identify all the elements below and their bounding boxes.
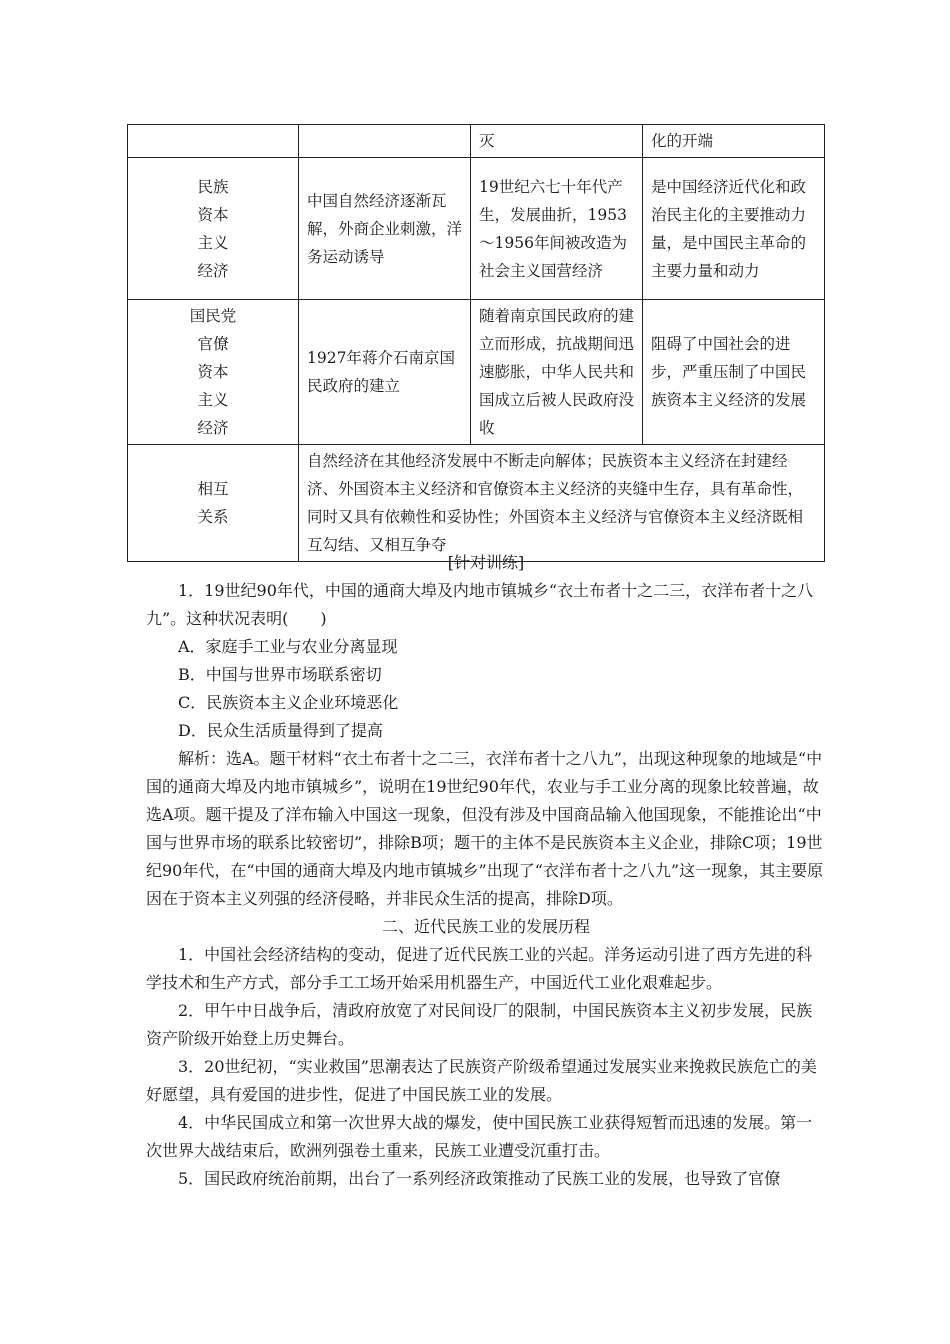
table-cell: 1927年蒋介石南京国民政府的建立	[299, 300, 471, 445]
row-header-line: 主义	[197, 391, 229, 409]
option-a: A．家庭手工业与农业分离显现	[178, 637, 398, 656]
question-text: 1．19世纪90年代，中国的通商大埠及内地市镇城乡“衣土布者十之二三，衣洋布者十之八九”。这种状况表明( )	[146, 581, 814, 628]
row-header-cell	[128, 445, 299, 562]
paragraph: 5．国民政府统治前期，出台了一系列经济政策推动了民族工业的发展，也导致了官僚	[178, 1169, 781, 1188]
table-cell: 随着南京国民政府的建立而形成，抗战期间迅速膨胀，中华人民共和国成立后被人民政府没收	[471, 300, 643, 445]
table-cell: 是中国经济近代化和政治民主化的主要推动力量，是中国民主革命的主要力量和动力	[643, 158, 825, 300]
option-c: C．民族资本主义企业环境恶化	[178, 693, 399, 712]
row-header-line: 资本	[197, 205, 229, 224]
row-header-line: 经济	[197, 419, 229, 437]
table-cell: 中国自然经济逐渐瓦解，外商企业刺激，洋务运动诱导	[299, 158, 471, 300]
paragraph: 2．甲午中日战争后，清政府放宽了对民间设厂的限制，中国民族资本主义初步发展，民族资产阶级开始登上历史舞台。	[146, 1001, 813, 1048]
table-row	[128, 445, 825, 562]
table-cell	[299, 125, 471, 158]
paragraph: 1．中国社会经济结构的变动，促进了近代民族工业的兴起。洋务运动引进了西方先进的科学技术和生产方式，部分手工工场开始采用机器生产，中国近代工业化艰难起步。	[146, 945, 813, 992]
body-text	[146, 549, 826, 1193]
relation-text-cell: 自然经济在其他经济发展中不断走向解体；民族资本主义经济在封建经济、外国资本主义经济和官僚资本主义经济的夹缝中生存，具有革命性，同时又具有依赖性和妥协性；外国资本主义经济与官僚资本主义经济既相互勾结、又相互争夺	[299, 445, 825, 562]
row-header-line: 主义	[197, 233, 229, 252]
row-header-line: 官僚	[197, 335, 229, 353]
analysis-text: 解析：选A。题干材料“衣土布者十之二三，衣洋布者十之八九”，出现这种现象的地域是“中国的通商大埠及内地市镇城乡”，说明在19世纪90年代，农业与手工业分离的现象比较普遍，故选A项。题干提及了洋布输入中国这一现象，但没有涉及中国商品输入他国现象，不能推论出“中国与世界市场的联系比较密切”，排除B项；题干的主体不是民族资本主义企业，排除C项；19世纪90年代，在“中国的通商大埠及内地市镇城乡”出现了“衣洋布者十之八九”这一现象，其主要原因在于资本主义列强的经济侵略，并非民众生活的提高，排除D项。	[146, 749, 824, 908]
row-header-cell	[128, 158, 299, 300]
row-header-line: 国民党	[189, 307, 237, 325]
row-header-line: 资本	[197, 363, 229, 381]
option-d: D．民众生活质量得到了提高	[178, 721, 383, 740]
table-row	[128, 300, 825, 445]
table-cell: 阻碍了中国社会的进步，严重压制了中国民族资本主义经济的发展	[643, 300, 825, 445]
row-header-line: 经济	[197, 261, 229, 280]
option-b: B．中国与世界市场联系密切	[178, 665, 382, 684]
table-cell	[128, 125, 299, 158]
economy-comparison-table	[127, 124, 825, 562]
row-header-line: 相互	[197, 480, 229, 498]
table-cell: 灭	[471, 125, 643, 158]
training-heading: [针对训练]	[447, 553, 525, 572]
section-heading: 二、近代民族工业的发展历程	[381, 917, 590, 936]
row-header-line: 关系	[197, 508, 229, 526]
table-cell: 19世纪六七十年代产生，发展曲折，1953～1956年间被改造为社会主义国营经济	[471, 158, 643, 300]
row-header-cell	[128, 300, 299, 445]
table-cell: 化的开端	[643, 125, 825, 158]
paragraph: 3．20世纪初，“实业救国”思潮表达了民族资产阶级希望通过发展实业来挽救民族危亡的美好愿望，具有爱国的进步性，促进了中国民族工业的发展。	[146, 1057, 817, 1104]
table-row	[128, 125, 825, 158]
paragraph: 4．中华民国成立和第一次世界大战的爆发，使中国民族工业获得短暂而迅速的发展。第一次世界大战结束后，欧洲列强卷土重来，民族工业遭受沉重打击。	[146, 1113, 813, 1160]
row-header-line: 民族	[197, 177, 229, 196]
table-row	[128, 158, 825, 300]
